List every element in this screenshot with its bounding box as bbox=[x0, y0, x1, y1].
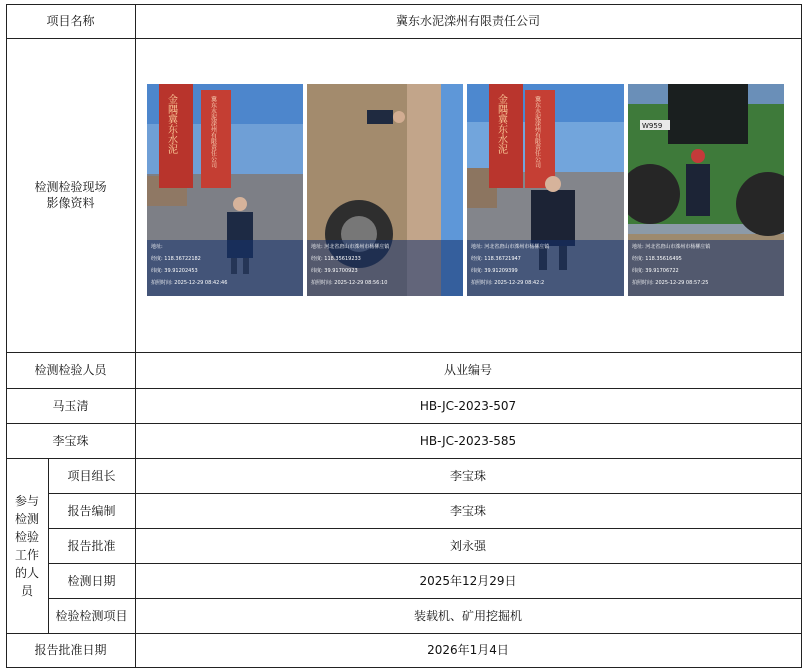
approval-date-label: 报告批准日期 bbox=[34, 643, 107, 657]
watermark-time: 拍照时间: 2025-12-29 08:42:2 bbox=[471, 280, 545, 286]
sign-subtext: 冀东水泥滦州有限责任公司 bbox=[533, 96, 541, 168]
role-value: 刘永强 bbox=[449, 538, 486, 553]
inspector-name: 李宝珠 bbox=[52, 433, 89, 448]
watermark-address: 地址: 河北省唐山市滦州市杨柳庄镇 bbox=[471, 244, 550, 250]
role-label: 检验检测项目 bbox=[55, 608, 128, 623]
project-name-label: 项目名称 bbox=[46, 14, 95, 28]
site-photo bbox=[628, 84, 784, 296]
project-name-value: 冀东水泥滦州有限责任公司 bbox=[395, 14, 540, 28]
table-rule bbox=[6, 667, 802, 668]
role-label: 报告编制 bbox=[67, 503, 116, 518]
site-photo bbox=[307, 84, 463, 296]
role-value: 李宝珠 bbox=[449, 468, 486, 483]
sign-text: 金隅冀东水泥 bbox=[165, 94, 177, 154]
role-value: 2025年12月29日 bbox=[419, 573, 517, 588]
photo-watermark bbox=[628, 240, 784, 296]
site-images-label: 检测检验现场 影像资料 bbox=[34, 180, 107, 210]
watermark-time: 拍照时间: 2025-12-29 08:57:25 bbox=[632, 280, 709, 286]
role-value: 李宝珠 bbox=[449, 503, 486, 518]
inspector-cert: HB-JC-2023-507 bbox=[419, 398, 517, 413]
watermark-address: 地址: 河北省唐山市滦州市杨柳庄镇 bbox=[632, 244, 711, 250]
role-label: 检测日期 bbox=[67, 573, 116, 588]
watermark-address: 地址: bbox=[151, 244, 163, 250]
watermark-time: 拍照时间: 2025-12-29 08:42:46 bbox=[151, 280, 228, 286]
approval-date-value: 2026年1月4日 bbox=[427, 643, 509, 657]
role-label: 项目组长 bbox=[67, 468, 116, 483]
watermark-longitude: 经度: 118.36721947 bbox=[471, 256, 521, 262]
role-label: 报告批准 bbox=[67, 538, 116, 553]
photo-watermark bbox=[147, 240, 303, 296]
inspector-name: 马玉清 bbox=[52, 398, 89, 413]
watermark-latitude: 纬度: 39.91209399 bbox=[471, 268, 518, 274]
site-photo bbox=[147, 84, 303, 296]
watermark-address: 地址: 河北省唐山市滦州市杨柳庄镇 bbox=[311, 244, 390, 250]
inspector-cert: HB-JC-2023-585 bbox=[419, 433, 517, 448]
watermark-latitude: 纬度: 39.91700923 bbox=[311, 268, 358, 274]
watermark-latitude: 纬度: 39.91202453 bbox=[151, 268, 198, 274]
photo-watermark bbox=[307, 240, 463, 296]
photo-watermark bbox=[467, 240, 624, 296]
machine-tag: W959 bbox=[642, 122, 663, 130]
watermark-latitude: 纬度: 39.91706722 bbox=[632, 268, 679, 274]
inspector-header: 检测检验人员 bbox=[34, 363, 107, 377]
cert-number-header: 从业编号 bbox=[443, 363, 492, 377]
watermark-longitude: 经度: 118.35619233 bbox=[311, 256, 361, 262]
site-photo bbox=[467, 84, 624, 296]
sign-subtext: 冀东水泥滦州有限责任公司 bbox=[209, 96, 217, 168]
watermark-longitude: 经度: 118.35616495 bbox=[632, 256, 682, 262]
watermark-time: 拍照时间: 2025-12-29 08:56:10 bbox=[311, 280, 388, 286]
watermark-longitude: 经度: 118.36722182 bbox=[151, 256, 201, 262]
participants-group-label: 参与检测检验工作的人员 bbox=[14, 493, 39, 598]
role-value: 装载机、矿用挖掘机 bbox=[413, 608, 522, 623]
sign-text: 金隅冀东水泥 bbox=[495, 94, 507, 154]
